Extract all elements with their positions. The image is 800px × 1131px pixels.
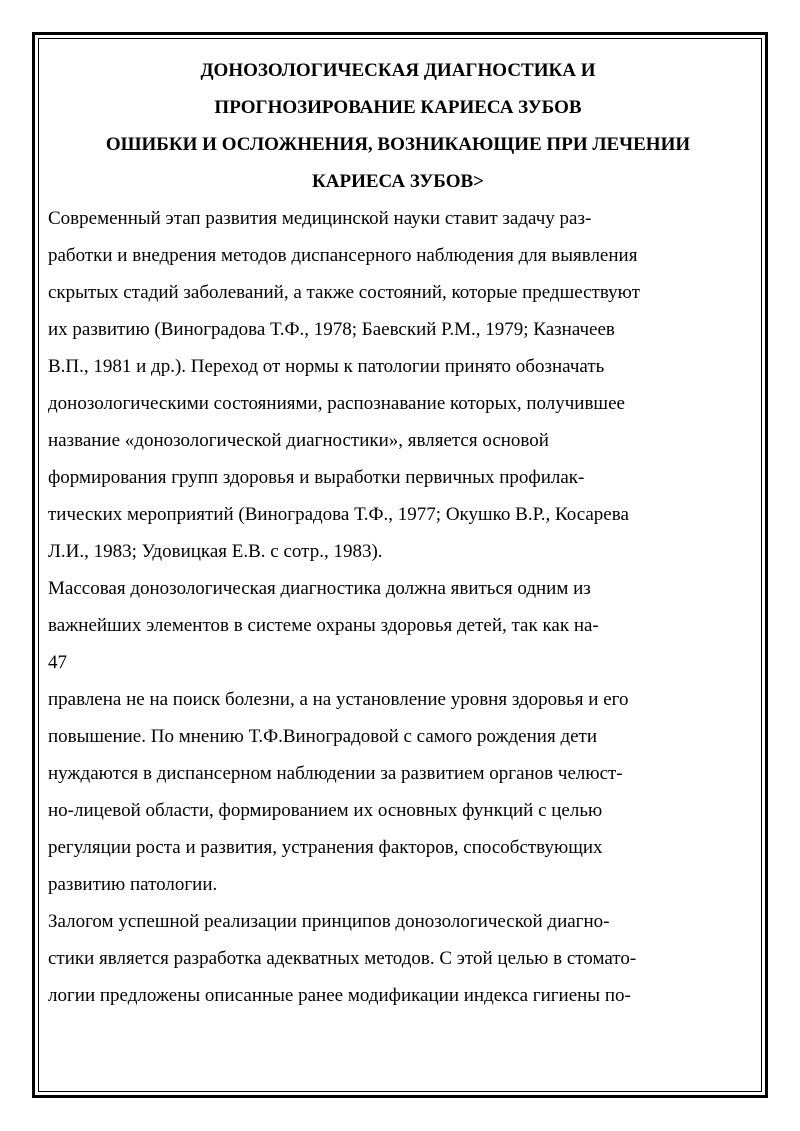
body-line: Современный этап развития медицинской науки ставит задачу раз- — [48, 208, 592, 229]
document-body — [48, 200, 748, 1014]
body-line: важнейших элементов в системе охраны здоровья детей, так как на- — [48, 615, 599, 636]
body-line: логии предложены описанные ранее модификации индекса гигиены по- — [48, 985, 631, 1006]
title-line-2: ПРОГНОЗИРОВАНИЕ КАРИЕСА ЗУБОВ — [214, 97, 582, 118]
body-line: В.П., 1981 и др.). Переход от нормы к патологии принято обозначать — [48, 356, 605, 377]
title-line-4: КАРИЕСА ЗУБОВ> — [311, 171, 484, 192]
title-line-3: ОШИБКИ И ОСЛОЖНЕНИЯ, ВОЗНИКАЮЩИЕ ПРИ ЛЕЧЕНИИ — [105, 134, 691, 155]
body-line: стики является разработка адекватных методов. С этой целью в стомато- — [48, 948, 637, 969]
document-title — [48, 52, 748, 200]
body-line: формирования групп здоровья и выработки первичных профилак- — [48, 467, 585, 488]
body-line: развитию патологии. — [48, 874, 218, 895]
body-line: донозологическими состояниями, распознавание которых, получившее — [48, 393, 625, 414]
body-line: работки и внедрения методов диспансерного наблюдения для выявления — [48, 245, 638, 266]
body-line: Л.И., 1983; Удовицкая Е.В. с сотр., 1983). — [48, 541, 383, 562]
body-line: Залогом успешной реализации принципов донозологической диагно- — [48, 911, 610, 932]
body-line: но-лицевой области, формированием их основных функций с целью — [48, 800, 603, 821]
page-number: 47 — [48, 652, 67, 673]
body-line: тических мероприятий (Виноградова Т.Ф., 1977; Окушко В.Р., Косарева — [48, 504, 629, 525]
body-line: нуждаются в диспансерном наблюдении за развитием органов челюст- — [48, 763, 623, 784]
body-line: скрытых стадий заболеваний, а также состояний, которые предшествуют — [48, 282, 640, 303]
body-line: правлена не на поиск болезни, а на установление уровня здоровья и его — [48, 689, 629, 710]
document-content — [48, 52, 748, 1014]
title-line-1: ДОНОЗОЛОГИЧЕСКАЯ ДИАГНОСТИКА И — [200, 60, 596, 81]
body-line: название «донозологической диагностики», является основой — [48, 430, 549, 451]
body-line: их развитию (Виноградова Т.Ф., 1978; Баевский Р.М., 1979; Казначеев — [48, 319, 615, 340]
body-line: Массовая донозологическая диагностика должна явиться одним из — [48, 578, 591, 599]
body-line: повышение. По мнению Т.Ф.Виноградовой с самого рождения дети — [48, 726, 598, 747]
body-line: регуляции роста и развития, устранения факторов, способствующих — [48, 837, 603, 858]
